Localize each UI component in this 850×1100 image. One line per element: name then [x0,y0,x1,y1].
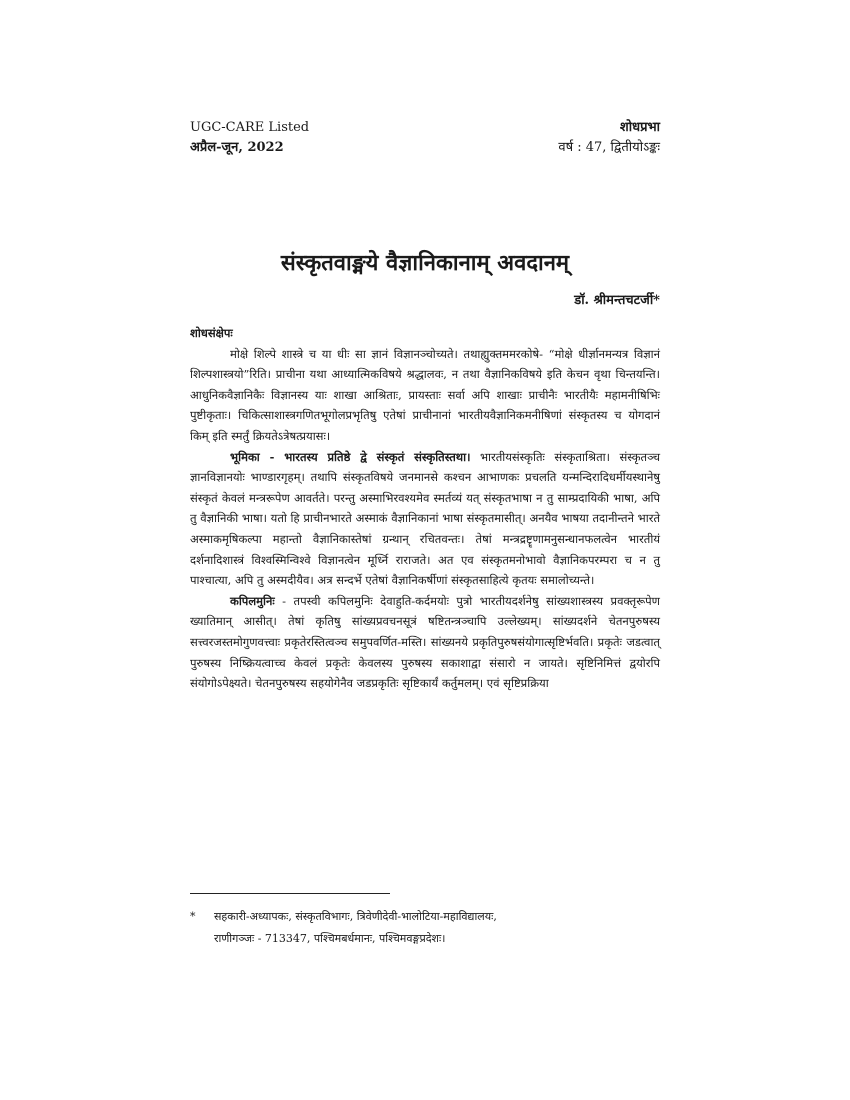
abstract-heading: शोधसंक्षेपः [190,326,233,340]
running-header-right [558,118,660,158]
abstract-paragraph: मोक्षे शिल्पे शास्त्रे च या धीः सा ज्ञानं विज्ञानञ्चोच्यते। तथाह्युक्तममरकोषे- “मोक्षे धीर्ज्ञानमन्यत्र विज्ञानं शिल्पशास्त्रयो”रिति। प्राचीना यथा आध्यात्मिकविषये श्रद्धालवः, न तथा वैज्ञानिकविषये इति केचन वृथा चिन्तयन्ति। आधुनिकवैज्ञानिकैः विज्ञानस्य याः शाखा आश्रिताः, प्रायस्ताः सर्वा अपि शाखाः प्राचीनैः भारतीयैः महामनीषिभिः पुष्टीकृताः। चिकित्साशास्त्रगणितभूगोलप्रभृतिषु एतेषां प्राचीनानां भारतीयवैज्ञानिकमनीषिणां संस्कृतस्य च योगदानं किम् इति स्मर्तुं क्रियतेऽत्रेषत्प्रयासः। [190,346,660,443]
kapila-text: - तपस्वी कपिलमुनिः देवाहुति-कर्दमयोः पुत्रो भारतीयदर्शनेषु सांख्यशास्त्रस्य प्रवक्तृरूपेण ख्यातिमान् आसीत्। तेषां कृतिषु सांख्यप्रवचनसूत्रं षष्टितन्त्रञ्चापि उल्लेख्यम्। सांख्यदर्शने चेतनपुरुषस्य सत्त्वरजस्तमोगुणवत्त्वाः प्रकृतेरस्तित्वञ्च समुपवर्णित-मस्ति। सांख्यनये प्रकृतिपुरुषसंयोगात्सृष्टिर्भवति। प्रकृतेः जडत्वात् पुरुषस्य निष्क्रियत्वाच्च केवलं प्रकृतेः केवलस्य पुरुषस्य सकाशाद्वा संसारो न जायते। सृष्टिनिमित्तं द्वयोरपि संयोगोऽपेक्ष्यते। चेतनपुरुषस्य सहयोगेनैव जडप्रकृतिः सृष्टिकार्यं कर्तुमलम्। एवं सृष्टिप्रक्रिया [190,593,660,691]
intro-lead: भूमिका - भारतस्य प्रतिष्ठे द्वे संस्कृतं संस्कृतिस्तथा। [230,449,471,464]
author-name: डॉ. श्रीमन्तचटर्जी* [574,293,660,308]
journal-listing: UGC-CARE Listed [190,120,310,135]
volume-issue: वर्ष : 47, द्वितीयोऽङ्कः [558,140,660,155]
kapila-lead: कपिलमुनिः [230,593,275,608]
article-body [190,323,660,694]
issue-period: अप्रैल-जून, 2022 [190,140,284,155]
intro-text: भारतीयसंस्कृतिः संस्कृताश्रिता। संस्कृतञ्च ज्ञानविज्ञानयोः भाण्डारगृहम्। तथापि संस्कृतविषये जनमानसे कश्चन आभाणकः प्रचलति यन्मन्दिरादिधर्मीयस्थानेषु संस्कृतं केवलं मन्त्ररूपेण आवर्तते। परन्तु अस्माभिरवश्यमेव स्मर्तव्यं यत् संस्कृतभाषा न तु साम्प्रदायिकी भाषा, अपि तु वैज्ञानिकी भाषा। यतो हि प्राचीनभारते अस्माकं वैज्ञानिकानां भाषा संस्कृतमासीत्। अनयैव भाषया तदानीन्तने भारते अस्माकमृषिकल्पा महान्तो वैज्ञानिकास्तेषां ग्रन्थान् रचितवन्तः। तेषां मन्त्रद्रष्टॄणामनुसन्धानफलत्वेन भारतीयं दर्शनादिशास्त्रं विश्वस्मिन्विश्वे विज्ञानत्वेन मूर्ध्नि राराजते। अत एव संस्कृतमनोभावो वैज्ञानिकपरम्परा च न तु पाश्चात्या, अपि तु अस्मदीयैव। अत्र सन्दर्भे एतेषां वैज्ञानिकर्षीणां संस्कृतसाहित्ये कृतयः समालोच्यन्ते। [190,449,660,588]
intro-paragraph [190,447,660,591]
footnote-marker: * [190,910,196,923]
article-title: संस्कृतवाङ्मये वैज्ञानिकानाम् अवदानम् [280,250,570,276]
footnote-line-2: राणीगञ्जः - 713347, पश्चिमबर्धमानः, पश्चिमवङ्गप्रदेशः। [214,932,446,945]
kapila-paragraph [190,591,660,694]
running-header-left [190,118,309,158]
footnote-line-1 [190,906,660,928]
footnote-divider [190,893,390,894]
footnote [190,906,660,950]
footnote-affiliation: सहकारी-अध्यापकः, संस्कृतविभागः, त्रिवेणीदेवी-भालोटिया-महाविद्यालयः, [214,910,497,923]
journal-name: शोधप्रभा [619,120,660,135]
